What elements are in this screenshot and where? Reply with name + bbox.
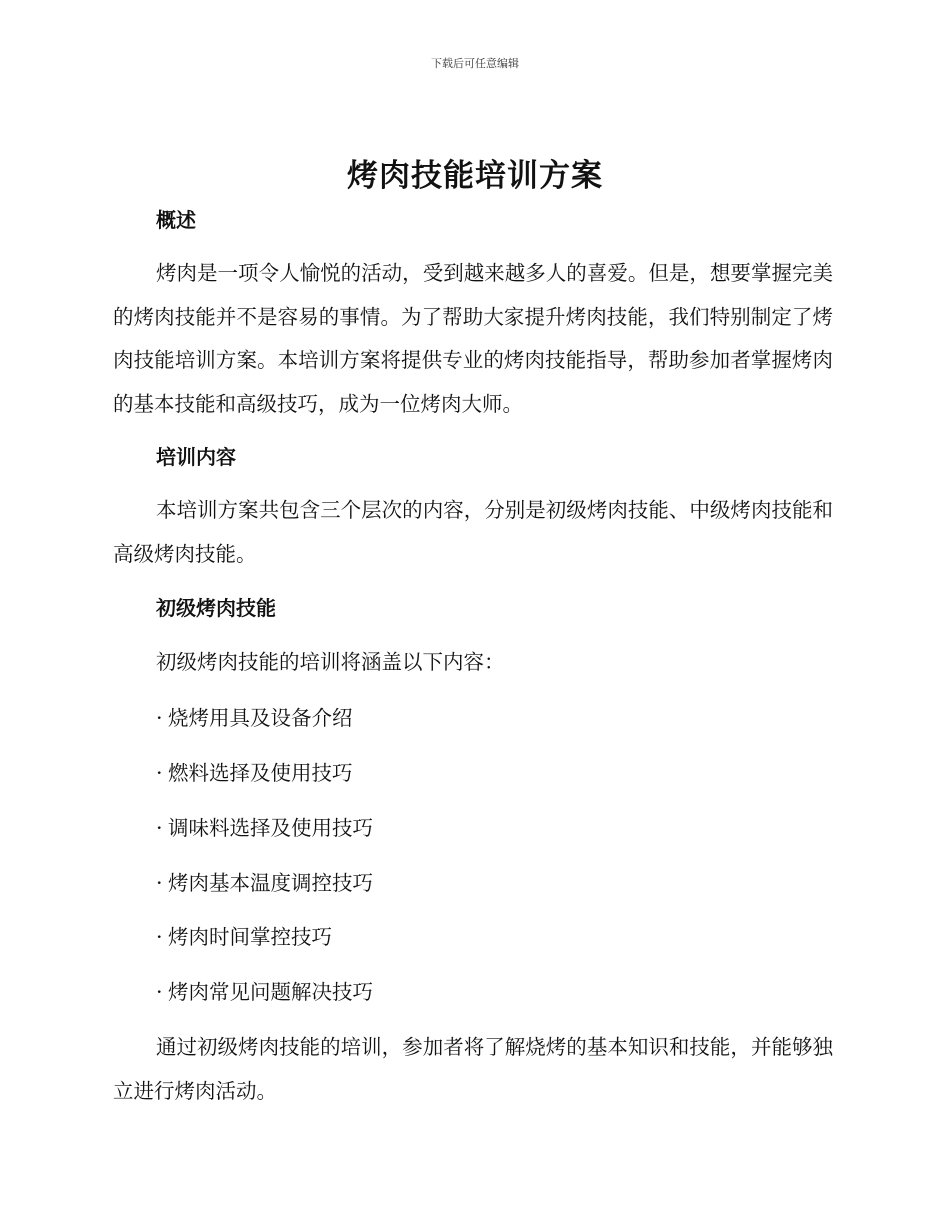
list-item [156,923,332,951]
list-item-text: 烤肉基本温度调控技巧 [168,871,373,895]
overview-paragraph: 烤肉是一项令人愉悦的活动，受到越来越多人的喜爱。但是，想要掌握完美的烤肉技能并不是容易的事情。为了帮助大家提升烤肉技能，我们特别制定了烤肉技能培训方案。本培训方案将提供专业的烤肉技能指导，帮助参加者掌握烤肉的基本技能和高级技巧，成为一位烤肉大师。 [113,261,833,416]
section-heading-beginner: 初级烤肉技能 [156,596,276,620]
list-item-text: 燃料选择及使用技巧 [168,761,353,785]
list-item [156,759,353,787]
header-note: 下载后可任意编辑 [431,57,519,70]
bullet-dot-icon: · [156,925,163,949]
list-item [156,869,373,897]
bullet-dot-icon: · [156,980,163,1004]
bullet-dot-icon: · [156,816,163,840]
list-item [156,978,373,1006]
beginner-intro: 初级烤肉技能的培训将涵盖以下内容： [156,650,505,674]
bullet-dot-icon: · [156,761,163,785]
section-heading-overview: 概述 [156,208,196,232]
list-item-text: 烤肉时间掌控技巧 [168,925,332,949]
document-title: 烤肉技能培训方案 [347,158,603,194]
beginner-summary-paragraph: 通过初级烤肉技能的培训，参加者将了解烧烤的基本知识和技能，并能够独立进行烤肉活动。 [113,1035,833,1103]
list-item-text: 烧烤用具及设备介绍 [168,706,353,730]
section-heading-training-content: 培训内容 [156,445,236,469]
list-item [156,704,353,732]
list-item-text: 调味料选择及使用技巧 [168,816,373,840]
bullet-dot-icon: · [156,871,163,895]
bullet-dot-icon: · [156,706,163,730]
list-item [156,814,373,842]
list-item-text: 烤肉常见问题解决技巧 [168,980,373,1004]
training-content-paragraph: 本培训方案共包含三个层次的内容，分别是初级烤肉技能、中级烤肉技能和高级烤肉技能。 [113,498,833,566]
